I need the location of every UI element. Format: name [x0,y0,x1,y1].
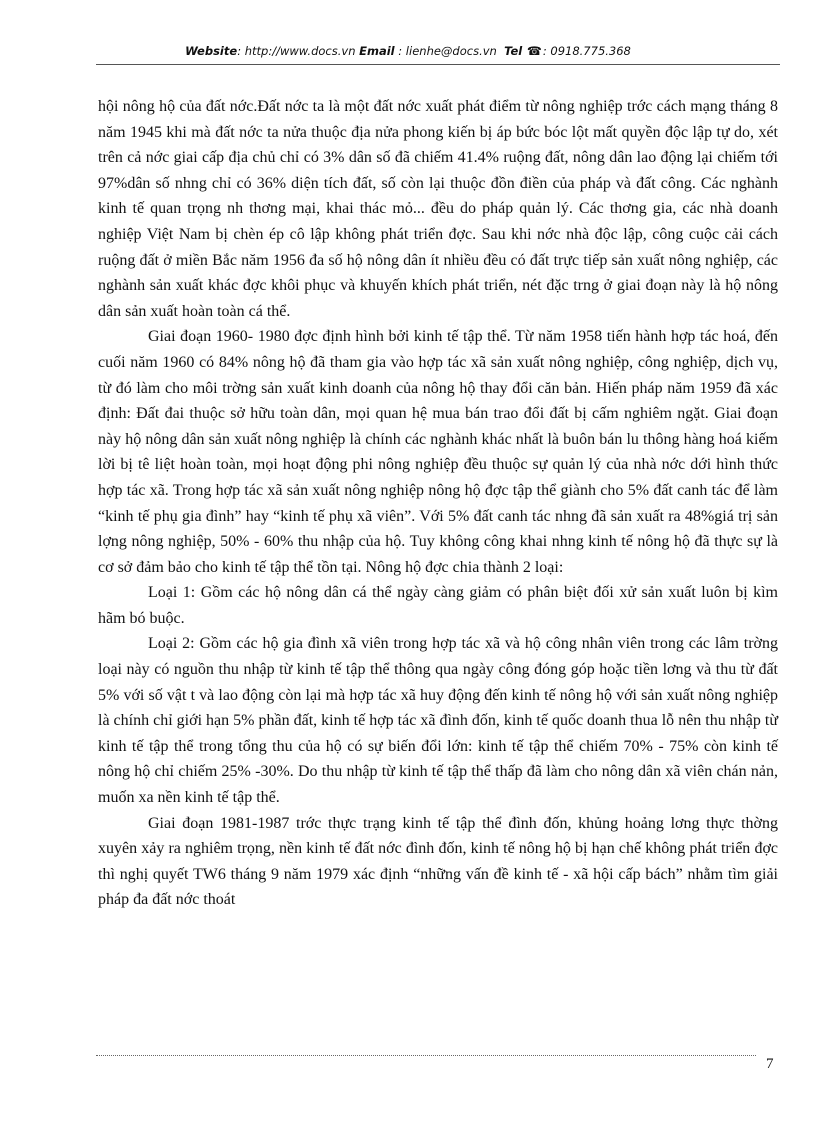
paragraph: hội nông hộ của đất nớc.Đất nớc ta là một đất nớc xuất phát điểm từ nông nghiệp trớc cách mạng tháng 8 năm 1945 khi mà đất nớc ta nửa thuộc địa nửa phong kiến bị áp bức bóc lột mất quyền độc lập tự do, xét trên cả nớc giai cấp địa chủ chỉ có 3% dân số đã chiếm 41.4% ruộng đất, nông dân lao động lại chiếm tới 97%dân số nhng chỉ có 36% diện tích đất, số còn lại thuộc đồn điền của pháp và đất công. Các nghành kinh tế quan trọng nh thơng mại, khai thác mỏ... đều do pháp quản lý. Các thơng gia, các nhà doanh nghiệp Việt Nam bị chèn ép cô lập không phát triển đợc. Sau khi nớc nhà độc lập, công cuộc cải cách ruộng đất ở miền Bắc năm 1956 đa số hộ nông dân ít nhiều đều có đất trực tiếp sản xuất nông nghiệp, các nghành sản xuất khác đợc khôi phục và khuyến khích phát triển, nét đặc trng ở giai đoạn này là hộ nông dân sản xuất hoàn toàn cá thể. [98,98,778,320]
website-label: Website [185,44,238,58]
paragraph: Giai đoạn 1960- 1980 đợc định hình bởi kinh tế tập thể. Từ năm 1958 tiến hành hợp tác hoá, đến cuối năm 1960 có 84% nông hộ đã tham gia vào hợp tác xã sản xuất nông nghiệp, công nghiệp, dịch vụ, từ đó làm cho môi trờng sản xuất kinh doanh của nông hộ thay đổi căn bản. Hiến pháp năm 1959 đã xác định: Đất đai thuộc sở hữu toàn dân, mọi quan hệ mua bán trao đổi đất bị cấm nghiêm ngặt. Giai đoạn này hộ nông dân sản xuất nông nghiệp là chính các nghành khác nhất là buôn bán lu thông hàng hoá kiếm lời bị tê liệt hoàn toàn, mọi hoạt động phi nông nghiệp đều thuộc sự quản lý của nhà nớc dới hình thức hợp tác xã. Trong hợp tác xã sản xuất nông nghiệp nông hộ đợc tập thể giành cho 5% đất canh tác để làm “kinh tế phụ gia đình” hay “kinh tế phụ xã viên”. Với 5% đất canh tác nhng đã sản xuất ra 48%giá trị sản lợng nông nghiệp, 50% - 60% thu nhập của hộ. Tuy không công khai nhng kinh tế nông hộ đã thực sự là cơ sở đảm bảo cho kinh tế tập thể tồn tại. Nông hộ đợc chia thành 2 loại: [98,328,778,576]
footer-rule [96,1055,756,1056]
document-body [98,94,778,913]
email-label: Email [359,44,395,58]
paragraph: Loại 1: Gồm các hộ nông dân cá thể ngày càng giảm có phân biệt đối xử sản xuất luôn bị kìm hãm bó buộc. [98,584,778,627]
tel-label: Tel [504,44,523,58]
page-number: 7 [766,1056,774,1072]
paragraph: Giai đoạn 1981-1987 trớc thực trạng kinh tế tập thể đình đốn, khủng hoảng lơng thực thờng xuyên xảy ra nghiêm trọng, nền kinh tế đất nớc đình đốn, kinh tế nông hộ bị hạn chế không phát triển đợc thì nghị quyết TW6 tháng 9 năm 1979 xác định “những vấn đề kinh tế - xã hội cấp bách” nhằm tìm giải pháp đa đất nớc thoát [98,814,778,909]
paragraph: Loại 2: Gồm các hộ gia đình xã viên trong hợp tác xã và hộ công nhân viên trong các lâm trờng loại này có nguồn thu nhập từ kinh tế tập thể thông qua ngày công đóng góp hoặc tiền lơng và thu từ đất 5% với số vật t và lao động còn lại mà hợp tác xã huy động đến kinh tế nông hộ với sản xuất nông nghiệp là chính chỉ giới hạn 5% phần đất, kinh tế hợp tác xã đình đốn, kinh tế quốc doanh thua lỗ nên thu nhập từ kinh tế tập thể trong tổng thu của hộ có sự biến đổi lớn: kinh tế tập thể chiếm 70% - 75% còn kinh tế nông hộ chỉ chiếm 25% -30%. Do thu nhập từ kinh tế tập thể thấp đã làm cho nông dân xã viên chán nản, muốn xa nền kinh tế tập thể. [98,635,778,807]
page-header [0,44,816,58]
tel-value: : 0918.775.368 [542,44,631,58]
website-value: : http://www.docs.vn [237,44,360,58]
email-value: : lienhe@docs.vn [394,44,501,58]
header-rule [96,64,780,65]
telephone-icon: ☎ [526,44,542,58]
